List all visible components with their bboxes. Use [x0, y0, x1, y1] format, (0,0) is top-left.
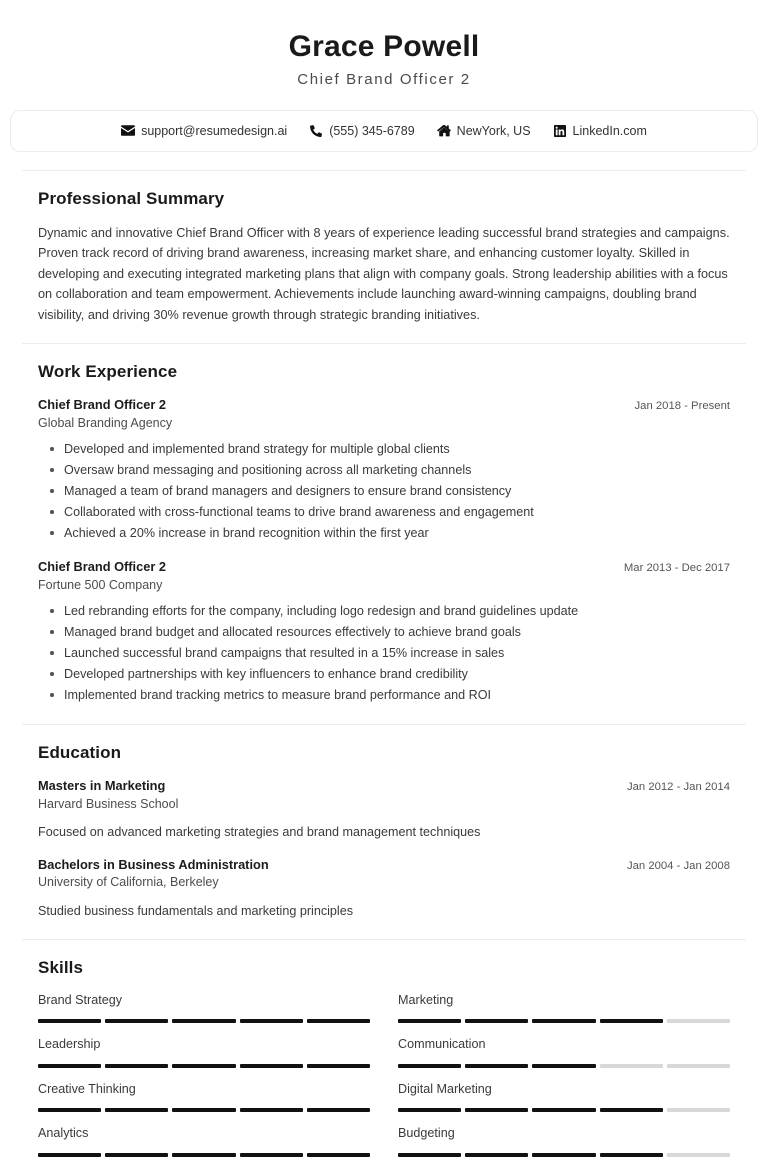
education-entry-degree: Masters in Marketing	[38, 778, 166, 794]
contact-item-linkedin[interactable]	[553, 124, 647, 138]
skill-level-segment	[172, 1019, 235, 1023]
skill-level-segment	[667, 1019, 730, 1023]
work-entry	[38, 396, 730, 544]
skill-name: Marketing	[398, 992, 454, 1007]
skill-name: Communication	[398, 1037, 486, 1052]
contact-item-label: NewYork, US	[456, 123, 531, 138]
skill-name: Digital Marketing	[398, 1081, 492, 1096]
contact-item-envelope[interactable]	[121, 124, 287, 138]
skill-level-segment	[105, 1108, 168, 1112]
skill-level-segment	[398, 1153, 461, 1157]
skill-level-bar	[398, 1019, 730, 1023]
section-work-experience	[0, 362, 768, 706]
work-entry-company: Fortune 500 Company	[38, 577, 163, 592]
skill-level-bar	[398, 1153, 730, 1157]
skill-level-segment	[172, 1064, 235, 1068]
contact-card	[10, 110, 758, 152]
phone-icon	[309, 124, 323, 137]
skill-level-segment	[240, 1108, 303, 1112]
work-entry-title: Chief Brand Officer 2	[38, 559, 166, 575]
skill-level-bar	[398, 1108, 730, 1112]
work-entry-header	[38, 558, 730, 575]
resume-header	[0, 0, 768, 92]
skill-level-segment	[600, 1019, 663, 1023]
skill-name: Analytics	[38, 1126, 89, 1141]
divider-skills	[22, 939, 746, 940]
skill-level-segment	[105, 1153, 168, 1157]
candidate-name: Grace Powell	[288, 30, 480, 63]
divider-education	[22, 724, 746, 725]
contact-item-home[interactable]	[437, 124, 531, 138]
education-entry-date: Jan 2004 - Jan 2008	[626, 859, 730, 872]
work-bullet-item: Led rebranding efforts for the company, including logo redesign and brand guidelines update	[64, 601, 730, 622]
work-entry-date: Mar 2013 - Dec 2017	[623, 562, 730, 575]
skill-level-segment	[240, 1064, 303, 1068]
skill-level-segment	[172, 1108, 235, 1112]
education-entry-school: University of California, Berkeley	[38, 875, 219, 890]
skill-level-segment	[532, 1108, 595, 1112]
skill-level-segment	[307, 1064, 370, 1068]
skill-level-segment	[667, 1108, 730, 1112]
skill-level-segment	[105, 1019, 168, 1023]
skill-level-segment	[307, 1019, 370, 1023]
home-icon	[437, 124, 451, 137]
contact-bar-wrapper	[0, 92, 768, 152]
envelope-icon	[121, 124, 135, 137]
skill-item	[398, 1125, 730, 1170]
skill-level-segment	[398, 1064, 461, 1068]
work-entry-bullets	[38, 601, 730, 706]
work-entry-list	[38, 396, 730, 706]
summary-heading: Professional Summary	[38, 188, 225, 208]
work-bullet-item: Managed a team of brand managers and designers to ensure brand consistency	[64, 481, 730, 502]
education-entry	[38, 777, 730, 842]
work-bullet-item: Managed brand budget and allocated resources effectively to achieve brand goals	[64, 622, 730, 643]
work-entry-company: Global Branding Agency	[38, 415, 173, 430]
section-education	[0, 743, 768, 920]
contact-item-label: support@resumedesign.ai	[141, 123, 288, 138]
skill-item	[38, 1081, 370, 1126]
skill-level-segment	[465, 1108, 528, 1112]
skill-level-segment	[600, 1064, 663, 1068]
contact-item-label: (555) 345-6789	[329, 123, 415, 138]
skill-level-bar	[38, 1108, 370, 1112]
contact-item-phone[interactable]	[309, 124, 414, 138]
skill-level-segment	[600, 1153, 663, 1157]
skill-level-segment	[465, 1019, 528, 1023]
work-bullet-item: Developed partnerships with key influencers to enhance brand credibility	[64, 664, 730, 685]
skill-level-segment	[667, 1064, 730, 1068]
skill-level-bar	[398, 1064, 730, 1068]
skill-item	[398, 1081, 730, 1126]
work-bullet-item: Oversaw brand messaging and positioning across all marketing channels	[64, 460, 730, 481]
work-bullet-item: Implemented brand tracking metrics to measure brand performance and ROI	[64, 685, 730, 706]
skill-item	[38, 1125, 370, 1170]
skill-name: Brand Strategy	[38, 992, 123, 1007]
work-heading: Work Experience	[38, 362, 178, 382]
work-bullet-item: Developed and implemented brand strategy for multiple global clients	[64, 439, 730, 460]
work-bullet-item: Collaborated with cross-functional teams to drive brand awareness and engagement	[64, 502, 730, 523]
skill-level-segment	[398, 1108, 461, 1112]
education-entry-description: Studied business fundamentals and marketing principles	[38, 903, 354, 918]
education-entry-school: Harvard Business School	[38, 796, 179, 811]
skill-level-segment	[600, 1108, 663, 1112]
skill-level-segment	[532, 1064, 595, 1068]
work-entry-title: Chief Brand Officer 2	[38, 397, 166, 413]
skill-level-segment	[532, 1019, 595, 1023]
education-entry-degree: Bachelors in Business Administration	[38, 856, 269, 872]
linkedin-icon	[553, 124, 567, 137]
divider-work	[22, 343, 746, 344]
skill-level-segment	[240, 1153, 303, 1157]
skill-item	[38, 992, 370, 1037]
skill-item	[398, 992, 730, 1037]
skill-level-segment	[307, 1108, 370, 1112]
summary-text: Dynamic and innovative Chief Brand Officer with 8 years of experience leading successful brand strategies and campaigns. Proven track record of driving brand awareness, increasing market share, and enhancing customer loyalty. Skilled in developing and executing integrated marketing plans that align with company goals. Strong leadership abilities with a focus on collaboration and team empowerment. Achievements include launching award-winning campaigns, doubling brand visibility, and driving 30% revenue growth through strategic branding initiatives.	[38, 225, 730, 322]
work-bullet-item: Achieved a 20% increase in brand recognition within the first year	[64, 523, 730, 544]
skill-level-segment	[38, 1019, 101, 1023]
skill-level-segment	[532, 1153, 595, 1157]
skill-level-bar	[38, 1064, 370, 1068]
education-entry-list	[38, 777, 730, 920]
skill-level-segment	[172, 1153, 235, 1157]
skill-level-segment	[38, 1064, 101, 1068]
education-entry-header	[38, 856, 730, 873]
work-entry	[38, 558, 730, 706]
skill-name: Budgeting	[398, 1126, 455, 1141]
education-entry-date: Jan 2012 - Jan 2014	[626, 781, 730, 794]
skill-level-segment	[240, 1019, 303, 1023]
section-skills	[0, 958, 768, 1170]
skill-item	[38, 1036, 370, 1081]
skill-level-segment	[38, 1153, 101, 1157]
section-professional-summary	[0, 189, 768, 326]
skill-level-bar	[38, 1153, 370, 1157]
education-heading: Education	[38, 743, 122, 763]
skill-name: Creative Thinking	[38, 1081, 136, 1096]
skill-level-segment	[105, 1064, 168, 1068]
skill-name: Leadership	[38, 1037, 101, 1052]
divider-summary	[22, 170, 746, 171]
contact-item-label: LinkedIn.com	[572, 123, 647, 138]
work-bullet-item: Launched successful brand campaigns that resulted in a 15% increase in sales	[64, 643, 730, 664]
education-entry-header	[38, 777, 730, 794]
skills-grid	[38, 992, 730, 1170]
skill-level-segment	[465, 1153, 528, 1157]
work-entry-bullets	[38, 439, 730, 544]
skill-item	[398, 1036, 730, 1081]
education-entry	[38, 856, 730, 921]
skill-level-segment	[465, 1064, 528, 1068]
work-entry-date: Jan 2018 - Present	[634, 400, 730, 413]
skill-level-bar	[38, 1019, 370, 1023]
skills-heading: Skills	[38, 957, 84, 977]
education-entry-description: Focused on advanced marketing strategies and brand management techniques	[38, 825, 481, 839]
skill-level-segment	[307, 1153, 370, 1157]
candidate-job-title: Chief Brand Officer 2	[297, 70, 471, 88]
work-entry-header	[38, 396, 730, 413]
skill-level-segment	[38, 1108, 101, 1112]
skill-level-segment	[398, 1019, 461, 1023]
skill-level-segment	[667, 1153, 730, 1157]
